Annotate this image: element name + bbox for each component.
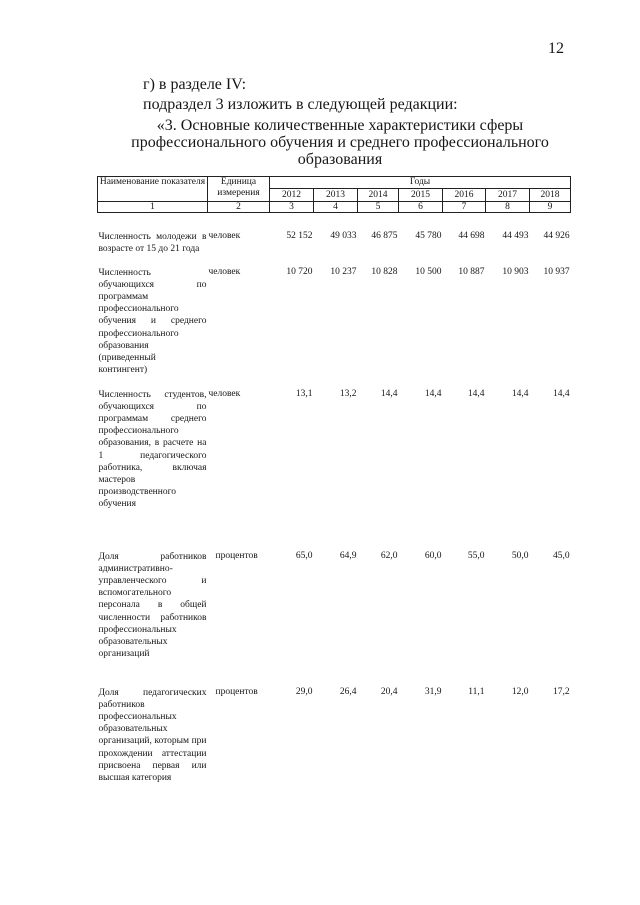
value-cell: 14,4 bbox=[511, 388, 529, 399]
section-title-line-1: «3. Основные количественные характеристики сферы bbox=[156, 117, 524, 134]
column-number: 4 bbox=[314, 202, 358, 213]
column-number: 8 bbox=[486, 202, 530, 213]
table-row bbox=[98, 685, 571, 845]
column-number: 1 bbox=[98, 202, 208, 213]
indicator-unit: процентов bbox=[215, 550, 258, 561]
page-number: 12 bbox=[548, 40, 564, 57]
header-year-2015: 2015 bbox=[399, 189, 443, 202]
value-cell: 14,4 bbox=[380, 388, 398, 399]
value-cell: 60,0 bbox=[424, 550, 442, 561]
value-cell: 31,9 bbox=[424, 686, 442, 697]
value-cell: 10 720 bbox=[286, 266, 313, 277]
section-title-line-3: образования bbox=[297, 151, 383, 168]
intro-line-1: г) в разделе IV: bbox=[143, 76, 247, 93]
value-cell: 10 887 bbox=[458, 266, 485, 277]
value-cell: 10 237 bbox=[330, 266, 357, 277]
value-cell: 14,4 bbox=[552, 388, 570, 399]
value-cell: 10 937 bbox=[543, 266, 570, 277]
indicator-name: Численность студентов, обучающихся по программам среднего профессионального образования, в расчете на 1 педагогического работника, включая мастеров производственного обучения bbox=[98, 389, 207, 510]
value-cell: 45 780 bbox=[415, 231, 442, 241]
table-row bbox=[98, 387, 571, 549]
value-cell: 14,4 bbox=[467, 388, 485, 399]
indicator-name: Численность молодежи в возрасте от 15 до 21 года bbox=[98, 232, 207, 255]
value-cell: 26,4 bbox=[339, 686, 357, 697]
header-year-2014: 2014 bbox=[358, 189, 399, 202]
value-cell: 62,0 bbox=[380, 550, 398, 561]
value-cell: 50,0 bbox=[511, 550, 529, 561]
value-cell: 44 698 bbox=[458, 231, 485, 241]
value-cell: 64,9 bbox=[339, 550, 357, 561]
header-indicator-name: Наименование показателя bbox=[98, 177, 208, 202]
value-cell: 13,1 bbox=[295, 388, 313, 399]
column-number: 5 bbox=[358, 202, 399, 213]
header-year-2016: 2016 bbox=[443, 189, 486, 202]
header-year-2018: 2018 bbox=[530, 189, 571, 202]
header-years: Годы bbox=[270, 177, 571, 189]
header-year-2013: 2013 bbox=[314, 189, 358, 202]
value-cell: 10 828 bbox=[371, 266, 398, 277]
column-number: 6 bbox=[399, 202, 443, 213]
value-cell: 49 033 bbox=[330, 231, 357, 241]
value-cell: 65,0 bbox=[295, 550, 313, 561]
table-row bbox=[98, 265, 571, 387]
value-cell: 29,0 bbox=[295, 686, 313, 697]
column-number: 2 bbox=[208, 202, 270, 213]
value-cell: 44 493 bbox=[502, 231, 529, 241]
indicator-name: Доля работников административно-управленческого и вспомогательного персонала в общей численности работников профессиональных образовательных организаций bbox=[98, 551, 207, 660]
indicator-unit: человек bbox=[208, 388, 241, 399]
table-row bbox=[98, 213, 571, 265]
value-cell: 20,4 bbox=[380, 686, 398, 697]
value-cell: 17,2 bbox=[552, 686, 570, 697]
value-cell: 45,0 bbox=[552, 550, 570, 561]
table-row bbox=[98, 549, 571, 685]
characteristics-table bbox=[97, 176, 571, 845]
indicator-name: Доля педагогических работников профессиональных образовательных организаций, которым при прохождении аттестации присвоена первая или высшая категория bbox=[98, 687, 207, 783]
column-number: 7 bbox=[443, 202, 486, 213]
indicator-unit: человек bbox=[208, 231, 241, 241]
value-cell: 52 152 bbox=[286, 231, 313, 241]
header-year-2017: 2017 bbox=[486, 189, 530, 202]
column-number: 9 bbox=[530, 202, 571, 213]
section-title-line-2: профессионального обучения и среднего профессионального bbox=[131, 134, 549, 151]
value-cell: 46 875 bbox=[371, 231, 398, 241]
value-cell: 11,1 bbox=[468, 686, 485, 697]
column-number: 3 bbox=[270, 202, 314, 213]
intro-line-2: подраздел 3 изложить в следующей редакции: bbox=[143, 96, 458, 113]
section-title bbox=[120, 117, 560, 168]
value-cell: 44 926 bbox=[543, 231, 570, 241]
value-cell: 10 500 bbox=[415, 266, 442, 277]
value-cell: 13,2 bbox=[339, 388, 357, 399]
value-cell: 55,0 bbox=[467, 550, 485, 561]
header-unit: Единица измерения bbox=[208, 177, 270, 202]
value-cell: 10 903 bbox=[502, 266, 529, 277]
value-cell: 12,0 bbox=[511, 686, 529, 697]
value-cell: 14,4 bbox=[424, 388, 442, 399]
indicator-unit: процентов bbox=[215, 686, 258, 697]
header-year-2012: 2012 bbox=[270, 189, 314, 202]
indicator-name: Численность обучающихся по программам профессионального обучения и среднего профессионального образования (приведенный контингент) bbox=[98, 267, 207, 376]
indicator-unit: человек bbox=[208, 266, 241, 277]
